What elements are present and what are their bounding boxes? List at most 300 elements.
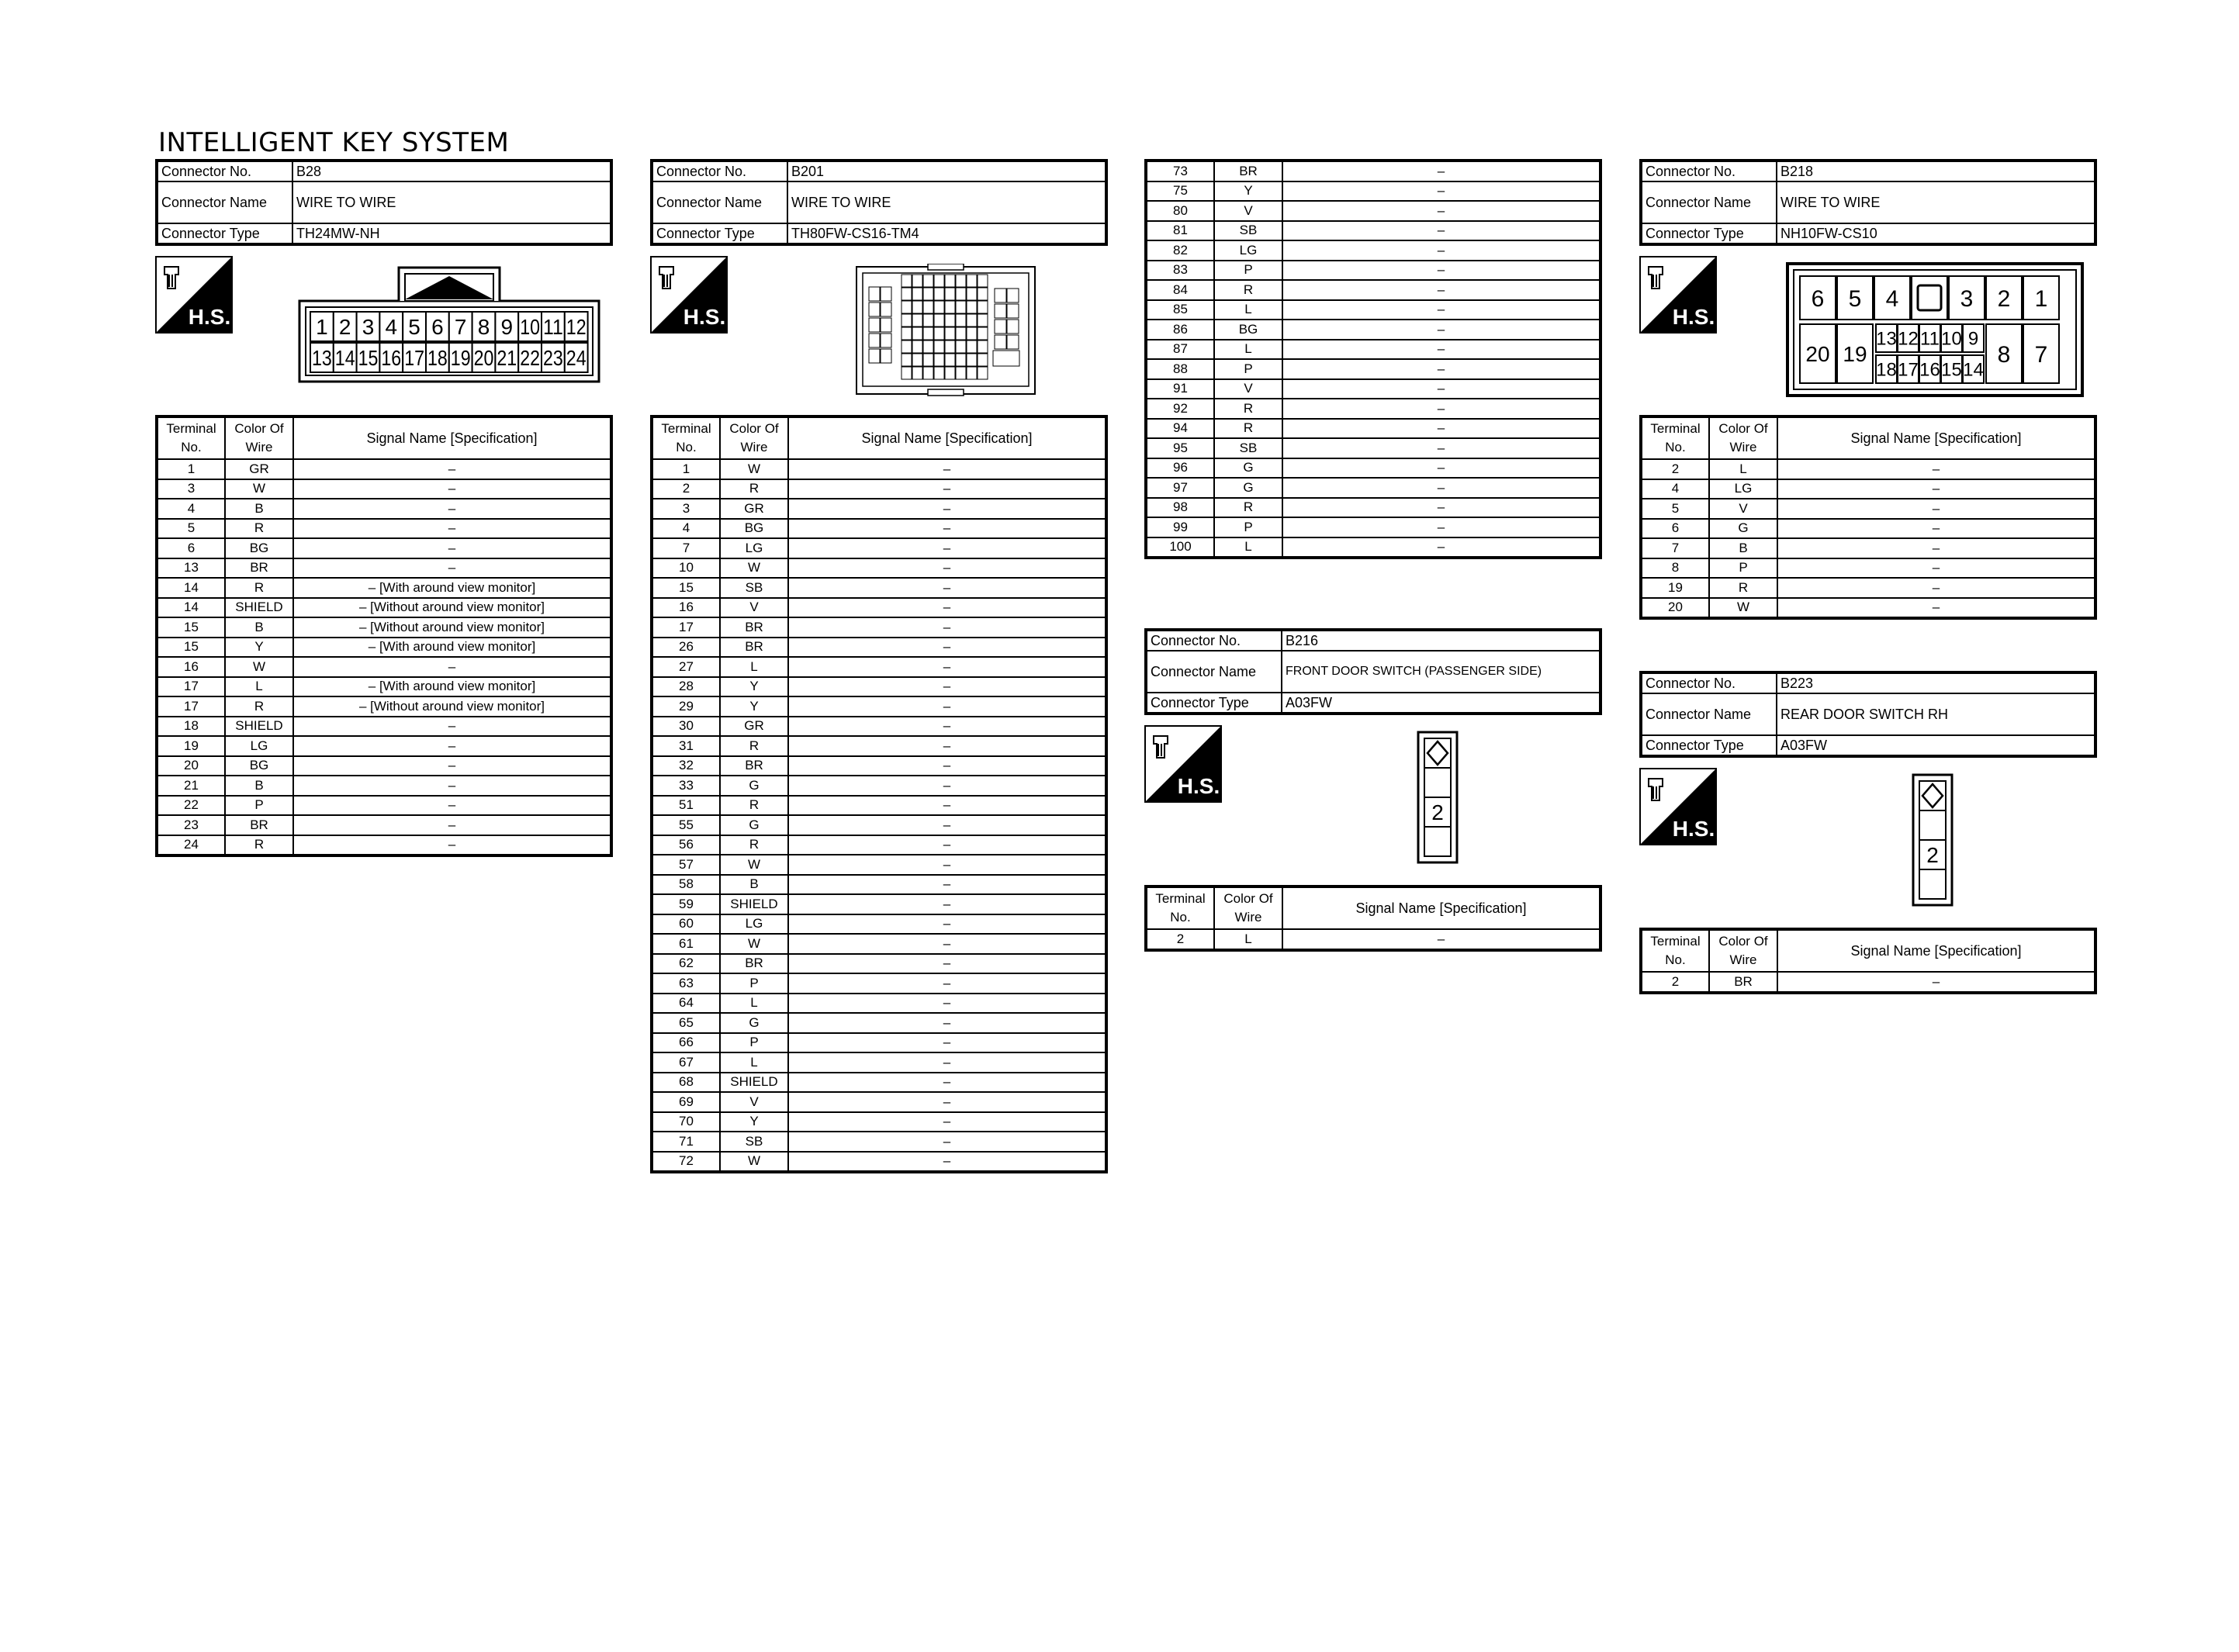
label-connector-type: Connector Type <box>652 223 787 244</box>
hs-label: H.S. <box>1177 774 1220 798</box>
connector-no-value: B223 <box>1777 672 2095 693</box>
table-row <box>652 459 1106 479</box>
table-row <box>1641 519 2095 539</box>
table-row <box>1146 221 1601 241</box>
table-row <box>1146 181 1601 202</box>
pin-cell <box>565 343 588 372</box>
table-row <box>1146 517 1601 537</box>
header-color-of-wire: Color Of Wire <box>225 416 293 459</box>
pin-label: 10 <box>1941 328 1962 350</box>
header-color-of-wire: Color Of Wire <box>1709 416 1777 459</box>
signal-name-cell: – [Without around view monitor] <box>293 598 611 618</box>
connector-name-value: WIRE TO WIRE <box>292 181 611 223</box>
signal-name-cell: – <box>1777 479 2095 499</box>
signal-name-cell: – <box>293 717 611 737</box>
connector-no-value: B218 <box>1777 161 2095 181</box>
signal-name-cell: – <box>788 1152 1106 1173</box>
terminal-no-cell: 20 <box>157 756 225 776</box>
terminal-no-cell: 24 <box>157 835 225 856</box>
table-row <box>157 558 611 579</box>
wire-color-cell: G <box>1214 458 1282 479</box>
connector-b216-face-diagram <box>1417 731 1459 864</box>
wire-color-cell: P <box>225 796 293 816</box>
table-row <box>652 538 1106 558</box>
signal-name-cell: – <box>293 657 611 677</box>
pin-label: 8 <box>477 315 490 340</box>
pin-label: 5 <box>408 315 420 340</box>
wire-color-cell: R <box>225 578 293 598</box>
pin-cell <box>357 343 380 372</box>
table-row <box>157 756 611 776</box>
wire-color-cell: SHIELD <box>720 1073 788 1093</box>
terminal-no-cell: 87 <box>1146 340 1214 360</box>
table-row <box>1146 419 1601 439</box>
signal-name-cell: – <box>1777 519 2095 539</box>
terminal-no-cell: 17 <box>652 617 720 638</box>
connector-b216-info <box>1144 628 1602 715</box>
pin-label: 9 <box>1967 328 1979 350</box>
signal-name-cell: – <box>293 479 611 499</box>
wire-color-cell: P <box>1214 261 1282 281</box>
header-terminal-no: Terminal No. <box>1641 416 1709 459</box>
wire-color-cell: B <box>225 776 293 796</box>
terminal-no-cell: 27 <box>652 657 720 677</box>
pin-label: 16 <box>1919 359 1940 381</box>
pin-cell <box>472 312 496 341</box>
terminal-no-cell: 91 <box>1146 379 1214 399</box>
table-row <box>652 776 1106 796</box>
wire-color-cell: BR <box>225 558 293 579</box>
label-connector-name: Connector Name <box>157 181 292 223</box>
pin-cell <box>1800 276 1836 320</box>
signal-name-cell: – <box>788 617 1106 638</box>
terminal-no-cell: 3 <box>157 479 225 499</box>
wire-color-cell: G <box>1709 519 1777 539</box>
table-row <box>652 499 1106 519</box>
signal-name-cell: – <box>293 459 611 479</box>
wire-color-cell: LG <box>720 914 788 935</box>
terminal-no-cell: 67 <box>652 1052 720 1073</box>
signal-name-cell: – <box>788 598 1106 618</box>
signal-name-cell: – <box>788 855 1106 875</box>
pin-label: 2 <box>1997 285 2011 312</box>
signal-name-cell: – [Without around view monitor] <box>293 617 611 638</box>
pin-label: 14 <box>334 346 355 371</box>
signal-name-cell: – <box>1282 280 1601 300</box>
signal-name-cell: – <box>788 578 1106 598</box>
wire-color-cell: SHIELD <box>720 894 788 914</box>
signal-name-cell: – <box>788 717 1106 737</box>
terminal-no-cell: 1 <box>652 459 720 479</box>
signal-name-cell: – <box>788 875 1106 895</box>
pin-label: 6 <box>431 315 444 340</box>
table-row <box>652 1112 1106 1132</box>
pin-cell <box>334 312 357 341</box>
table-row <box>157 815 611 835</box>
wire-color-cell: R <box>225 696 293 717</box>
table-row <box>1146 320 1601 340</box>
label-connector-name: Connector Name <box>1641 181 1777 223</box>
label-connector-no: Connector No. <box>1146 630 1282 651</box>
terminal-no-cell: 19 <box>1641 578 1709 598</box>
wire-color-cell: R <box>720 479 788 499</box>
signal-name-cell: – <box>1282 929 1601 950</box>
pin-cell <box>1941 324 1962 352</box>
pin-label: 19 <box>1843 342 1867 367</box>
pin-cell <box>1898 324 1919 352</box>
connector-b201-terminal-table-part1 <box>650 415 1108 1173</box>
wire-color-cell: L <box>1214 300 1282 320</box>
wire-color-cell: L <box>720 1052 788 1073</box>
pin-cell <box>2023 276 2059 320</box>
table-row <box>1146 458 1601 479</box>
pin-label: 7 <box>454 315 467 340</box>
pin-cell <box>357 312 380 341</box>
label-connector-name: Connector Name <box>1641 693 1777 735</box>
header-signal-name: Signal Name [Specification] <box>1777 416 2095 459</box>
signal-name-cell: – <box>1282 517 1601 537</box>
terminal-no-cell: 21 <box>157 776 225 796</box>
connector-no-value: B216 <box>1282 630 1601 651</box>
signal-name-cell: – <box>788 1013 1106 1033</box>
table-row <box>157 459 611 479</box>
terminal-no-cell: 15 <box>652 578 720 598</box>
pin-cell <box>495 343 518 372</box>
signal-name-cell: – <box>1282 221 1601 241</box>
signal-name-cell: – <box>1777 598 2095 619</box>
table-row <box>652 855 1106 875</box>
connector-name-value: WIRE TO WIRE <box>1777 181 2095 223</box>
header-signal-name: Signal Name [Specification] <box>1777 929 2095 972</box>
wire-color-cell: G <box>720 776 788 796</box>
terminal-no-cell: 18 <box>157 717 225 737</box>
wire-color-cell: L <box>1214 340 1282 360</box>
table-row <box>652 1073 1106 1093</box>
terminal-no-cell: 61 <box>652 934 720 954</box>
signal-name-cell: – <box>788 677 1106 697</box>
pin-cell <box>1986 276 2022 320</box>
terminal-no-cell: 13 <box>157 558 225 579</box>
signal-name-cell: – <box>1282 359 1601 379</box>
signal-name-cell: – <box>293 756 611 776</box>
table-row <box>157 499 611 519</box>
connector-b216-terminal-table <box>1144 885 1602 952</box>
wire-color-cell: V <box>720 1092 788 1112</box>
pin-cell <box>2023 324 2059 383</box>
table-row <box>652 677 1106 697</box>
pin-label: 23 <box>543 346 563 371</box>
signal-name-cell: – <box>1282 399 1601 419</box>
wire-color-cell: B <box>720 875 788 895</box>
pin-cell <box>1876 355 1897 383</box>
terminal-no-cell: 15 <box>157 638 225 658</box>
table-row <box>1146 240 1601 261</box>
signal-name-cell: – <box>788 1092 1106 1112</box>
terminal-no-cell: 4 <box>652 519 720 539</box>
wire-color-cell: W <box>720 459 788 479</box>
connector-b28-terminal-table <box>155 415 613 857</box>
pin-cell <box>495 312 518 341</box>
terminal-no-cell: 75 <box>1146 181 1214 202</box>
terminal-no-cell: 62 <box>652 954 720 974</box>
connector-b218-info <box>1639 159 2097 246</box>
harness-side-icon <box>650 256 728 334</box>
pin-label: 2 <box>1926 843 1939 867</box>
page-title: INTELLIGENT KEY SYSTEM <box>158 127 510 158</box>
terminal-no-cell: 85 <box>1146 300 1214 320</box>
terminal-no-cell: 7 <box>652 538 720 558</box>
table-row <box>652 756 1106 776</box>
table-row <box>1146 201 1601 221</box>
harness-side-icon <box>1639 768 1717 845</box>
wire-color-cell: R <box>225 835 293 856</box>
terminal-no-cell: 16 <box>652 598 720 618</box>
wire-color-cell: R <box>1214 419 1282 439</box>
label-connector-type: Connector Type <box>157 223 292 244</box>
wire-color-cell: G <box>720 1013 788 1033</box>
signal-name-cell: – <box>1282 161 1601 181</box>
pin-cell <box>1919 355 1940 383</box>
terminal-no-cell: 10 <box>652 558 720 579</box>
signal-name-cell: – [Without around view monitor] <box>293 696 611 717</box>
terminal-no-cell: 86 <box>1146 320 1214 340</box>
table-row <box>652 954 1106 974</box>
wire-color-cell: BG <box>225 538 293 558</box>
terminal-no-cell: 83 <box>1146 261 1214 281</box>
signal-name-cell: – <box>788 638 1106 658</box>
pin-cell <box>518 312 542 341</box>
connector-type-value: A03FW <box>1282 693 1601 714</box>
connector-b223-terminal-table <box>1639 928 2097 994</box>
table-row <box>157 776 611 796</box>
pin-cell <box>1837 276 1873 320</box>
harness-side-icon <box>1144 725 1222 803</box>
wire-color-cell: BR <box>720 638 788 658</box>
table-row <box>157 657 611 677</box>
table-row <box>1146 478 1601 498</box>
signal-name-cell: – <box>1777 972 2095 993</box>
table-row <box>652 875 1106 895</box>
pin-label: 15 <box>358 346 379 371</box>
pin-cell <box>1949 276 1985 320</box>
signal-name-cell: – <box>788 1033 1106 1053</box>
wire-color-cell: BR <box>720 954 788 974</box>
wire-color-cell: Y <box>225 638 293 658</box>
signal-name-cell: – <box>293 736 611 756</box>
table-row <box>157 578 611 598</box>
pin-label: 5 <box>1848 285 1862 312</box>
table-row <box>652 1052 1106 1073</box>
pin-label: 11 <box>1920 328 1940 350</box>
terminal-no-cell: 2 <box>1641 459 1709 479</box>
wire-color-cell: SB <box>1214 221 1282 241</box>
table-row <box>652 1033 1106 1053</box>
terminal-no-cell: 31 <box>652 736 720 756</box>
label-connector-no: Connector No. <box>1641 672 1777 693</box>
pin-cell <box>449 343 472 372</box>
signal-name-cell: – <box>788 1132 1106 1152</box>
pin-label: 2 <box>1431 800 1444 824</box>
table-row <box>157 598 611 618</box>
terminal-no-cell: 55 <box>652 815 720 835</box>
wire-color-cell: R <box>1214 498 1282 518</box>
table-row <box>1641 459 2095 479</box>
pin-cell <box>472 343 496 372</box>
wire-color-cell: P <box>720 973 788 994</box>
terminal-no-cell: 58 <box>652 875 720 895</box>
wire-color-cell: V <box>1214 201 1282 221</box>
terminal-no-cell: 19 <box>157 736 225 756</box>
wire-color-cell: SB <box>1214 438 1282 458</box>
table-row <box>652 894 1106 914</box>
signal-name-cell: – <box>788 499 1106 519</box>
header-terminal-no: Terminal No. <box>652 416 720 459</box>
signal-name-cell: – <box>788 696 1106 717</box>
pin-label: 16 <box>381 346 402 371</box>
table-row <box>652 994 1106 1014</box>
wire-color-cell: Y <box>720 1112 788 1132</box>
signal-name-cell: – <box>1282 201 1601 221</box>
pin-label: 9 <box>500 315 514 340</box>
wire-color-cell: R <box>720 796 788 816</box>
signal-name-cell: – <box>788 479 1106 499</box>
signal-name-cell: – <box>293 796 611 816</box>
pin-label: 11 <box>543 315 563 340</box>
pin-label: 2 <box>338 315 351 340</box>
terminal-no-cell: 30 <box>652 717 720 737</box>
wire-color-cell: BR <box>1214 161 1282 181</box>
label-connector-no: Connector No. <box>1641 161 1777 181</box>
hs-label: H.S. <box>1672 817 1715 841</box>
wire-color-cell: V <box>1709 499 1777 519</box>
pin-label: 20 <box>1805 342 1830 367</box>
connector-type-value: NH10FW-CS10 <box>1777 223 2095 244</box>
label-connector-no: Connector No. <box>157 161 292 181</box>
signal-name-cell: – <box>788 538 1106 558</box>
terminal-no-cell: 100 <box>1146 537 1214 558</box>
pin-cell <box>1898 355 1919 383</box>
terminal-no-cell: 15 <box>157 617 225 638</box>
connector-b218-pin-grid <box>1800 276 2059 383</box>
connector-no-value: B28 <box>292 161 611 181</box>
pin-cell <box>1800 324 1836 383</box>
wire-color-cell: Y <box>720 696 788 717</box>
signal-name-cell: – <box>788 994 1106 1014</box>
wire-color-cell: G <box>1214 478 1282 498</box>
signal-name-cell: – <box>788 657 1106 677</box>
pin-label: 17 <box>404 346 424 371</box>
wire-color-cell: V <box>720 598 788 618</box>
signal-name-cell: – <box>1777 538 2095 558</box>
table-row <box>1641 558 2095 579</box>
pin-label: 15 <box>1941 359 1962 381</box>
table-row <box>157 519 611 539</box>
wire-color-cell: P <box>720 1033 788 1053</box>
table-row <box>652 638 1106 658</box>
connector-type-value: TH80FW-CS16-TM4 <box>787 223 1106 244</box>
table-row <box>1641 578 2095 598</box>
pin-label: 13 <box>312 346 332 371</box>
label-connector-no: Connector No. <box>652 161 787 181</box>
header-signal-name: Signal Name [Specification] <box>1282 886 1601 929</box>
terminal-no-cell: 16 <box>157 657 225 677</box>
wire-color-cell: B <box>225 617 293 638</box>
signal-name-cell: – <box>788 776 1106 796</box>
table-row <box>1146 161 1601 181</box>
signal-name-cell: – [With around view monitor] <box>293 677 611 697</box>
signal-name-cell: – <box>788 815 1106 835</box>
table-row <box>652 914 1106 935</box>
table-row <box>157 717 611 737</box>
terminal-no-cell: 92 <box>1146 399 1214 419</box>
table-row <box>1146 280 1601 300</box>
table-row <box>652 657 1106 677</box>
wire-color-cell: W <box>720 934 788 954</box>
wire-color-cell: R <box>1214 399 1282 419</box>
signal-name-cell: – <box>293 519 611 539</box>
pin-cell <box>1837 324 1873 383</box>
connector-b223-info <box>1639 671 2097 758</box>
wire-color-cell: R <box>1214 280 1282 300</box>
table-row <box>652 578 1106 598</box>
connector-b218-terminal-table <box>1639 415 2097 620</box>
pin-label: 18 <box>1876 359 1897 381</box>
terminal-no-cell: 60 <box>652 914 720 935</box>
terminal-no-cell: 80 <box>1146 201 1214 221</box>
table-row <box>652 717 1106 737</box>
terminal-no-cell: 99 <box>1146 517 1214 537</box>
header-terminal-no: Terminal No. <box>1641 929 1709 972</box>
signal-name-cell: – <box>788 835 1106 855</box>
signal-name-cell: – <box>1777 558 2095 579</box>
pin-label: 8 <box>1997 341 2011 368</box>
label-connector-type: Connector Type <box>1641 735 1777 756</box>
wire-color-cell: L <box>720 657 788 677</box>
terminal-no-cell: 69 <box>652 1092 720 1112</box>
wire-color-cell: L <box>1214 929 1282 950</box>
terminal-no-cell: 71 <box>652 1132 720 1152</box>
terminal-no-cell: 68 <box>652 1073 720 1093</box>
wire-color-cell: W <box>720 558 788 579</box>
terminal-no-cell: 4 <box>1641 479 1709 499</box>
connector-name-value: FRONT DOOR SWITCH (PASSENGER SIDE) <box>1282 651 1601 693</box>
wire-color-cell: R <box>225 519 293 539</box>
table-row <box>1641 499 2095 519</box>
table-row <box>1146 438 1601 458</box>
pin-label: 18 <box>427 346 448 371</box>
table-row <box>652 696 1106 717</box>
terminal-no-cell: 59 <box>652 894 720 914</box>
table-row <box>1641 972 2095 993</box>
pin-label: 19 <box>450 346 471 371</box>
pin-cell <box>426 312 449 341</box>
connector-b201-info <box>650 159 1108 246</box>
connector-name-value: WIRE TO WIRE <box>787 181 1106 223</box>
pin-label: 17 <box>1898 359 1919 381</box>
wire-color-cell: SHIELD <box>225 717 293 737</box>
table-row <box>652 1152 1106 1173</box>
table-row <box>157 479 611 499</box>
connector-b218-face-diagram <box>1786 262 2084 397</box>
terminal-no-cell: 98 <box>1146 498 1214 518</box>
terminal-no-cell: 14 <box>157 578 225 598</box>
pin-cell <box>1963 324 1984 352</box>
terminal-no-cell: 73 <box>1146 161 1214 181</box>
signal-name-cell: – <box>788 973 1106 994</box>
table-row <box>1641 479 2095 499</box>
table-row <box>1146 537 1601 558</box>
table-row <box>1146 300 1601 320</box>
